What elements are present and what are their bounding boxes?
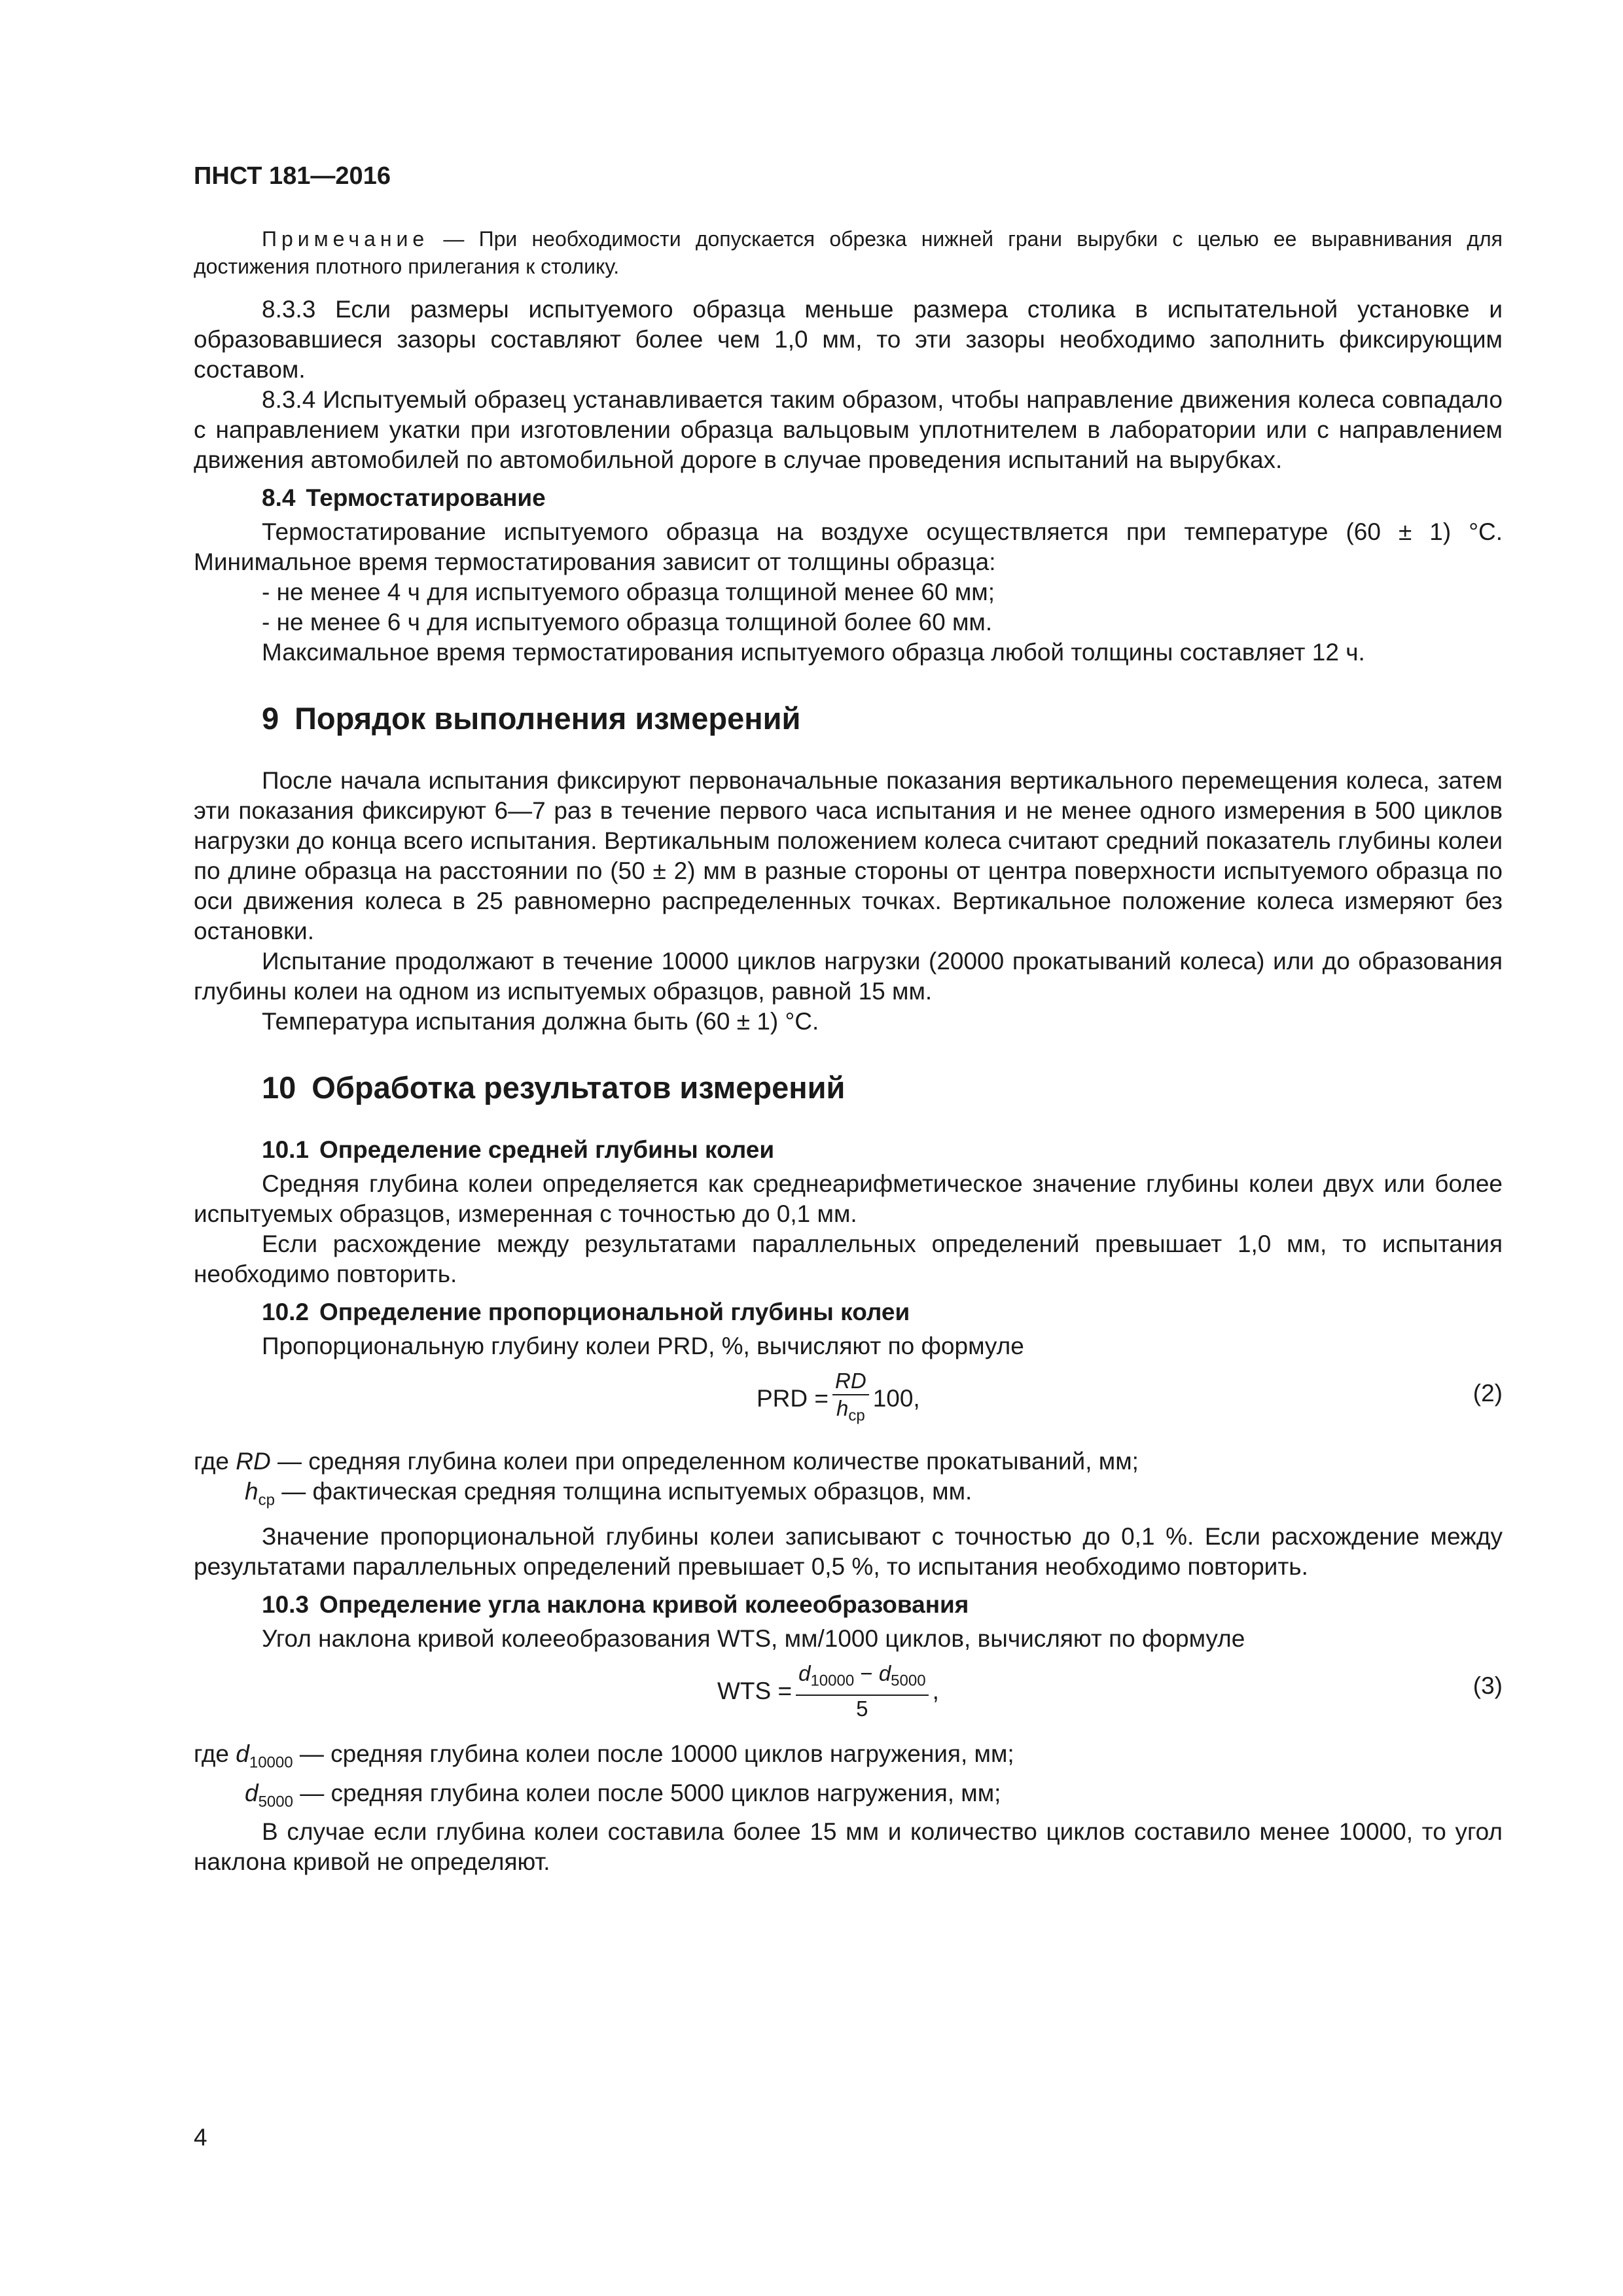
paragraph-10-2-2: Значение пропорциональной глубины колеи записывают с точностью до 0,1 %. Если расхождение между результатами параллельных определений превышает 0,5 %, то испытания необходимо повторить. — [194, 1523, 1503, 1581]
note-text: — При необходимости допускается обрезка нижней грани вырубки с целью ее выравнивания для достижения плотного прилегания к столику. — [194, 227, 1503, 278]
paragraph-9-3: Температура испытания должна быть (60 ± 1) °C. — [262, 1008, 819, 1035]
paragraph-9-1: После начала испытания фиксируют первоначальные показания вертикального перемещения колеса, затем эти показания фиксируют 6—7 раз в течение первого часа испытания и не менее одного измерения в 500 циклов нагрузки до конца всего испытания. Вертикальным положением колеса считают средний показатель глубины колеи по длине образца на расстоянии по (50 ± 2) мм в разные стороны от центра поверхности испытуемого образца по оси движения колеса в 25 равномерно распределенных точках. Вертикальное положение колеса измеряют без остановки. — [194, 767, 1503, 944]
where-line: где RD — средняя глубина колеи при определенном количестве прокатываний, мм; — [194, 1448, 1139, 1475]
paragraph-8-4-2: Максимальное время термостатирования испытуемого образца любой толщины составляет 12 ч. — [262, 639, 1365, 666]
formula-number: (2) — [1472, 1380, 1503, 1407]
paragraph-10-3-2: В случае если глубина колеи составила более 15 мм и количество циклов составило менее 10000, то угол наклона кривой не определяют. — [194, 1818, 1503, 1876]
heading-10-1-number: 10.1 — [262, 1136, 310, 1163]
formula-wts-numerator: $d_{10000} - d_{5000}$ — [796, 1660, 928, 1696]
formula-number: (3) — [1472, 1672, 1503, 1700]
heading-8-4-title: Термостатирование — [306, 484, 546, 511]
formula-wts-tail: , — [932, 1677, 939, 1705]
heading-10-3 — [262, 1590, 1503, 1620]
heading-10-3-number: 10.3 — [262, 1591, 310, 1619]
heading-10-title: Обработка результатов измерений — [312, 1070, 846, 1105]
formula-wts-denominator: 5 — [856, 1696, 868, 1721]
heading-section-10 — [262, 1069, 1503, 1106]
formula-wts-body — [717, 1660, 939, 1722]
paragraph-10-1-1: Средняя глубина колеи определяется как среднеарифметическое значение глубины колеи двух или более испытуемых образцов, измеренная с точностью до 0,1 мм. — [194, 1170, 1503, 1227]
heading-8-4-number: 8.4 — [262, 484, 296, 511]
where-line: $d_{5000}$ — средняя глубина колеи после 5000 циклов нагружения, мм; — [245, 1779, 1001, 1811]
note-label: Примечание — [262, 227, 429, 251]
heading-10-2 — [262, 1297, 1503, 1327]
paragraph-9-2: Испытание продолжают в течение 10000 циклов нагрузки (20000 прокатываний колеса) или до образования глубины колеи на одном из испытуемых образцов, равной 15 мм. — [194, 948, 1503, 1005]
formula-prd-lhs: PRD = — [757, 1384, 829, 1412]
list-item: - не менее 6 ч для испытуемого образца толщиной более 60 мм. — [262, 609, 993, 636]
list-item: - не менее 4 ч для испытуемого образца толщиной менее 60 мм; — [262, 579, 995, 605]
heading-section-9 — [262, 700, 1503, 737]
formula-prd-body — [757, 1368, 920, 1429]
formula-prd-tail: 100, — [872, 1384, 920, 1412]
formula-wts-lhs: WTS = — [717, 1677, 793, 1705]
heading-10-1 — [262, 1135, 1503, 1165]
paragraph-8-3-4: 8.3.4 Испытуемый образец устанавливается таким образом, чтобы направление движения колеса совпадало с направлением укатки при изготовлении образца вальцовым уплотнителем в лаборатории или с направлением движения автомобилей по автомобильной дороге в случае проведения испытаний на вырубках. — [194, 386, 1503, 473]
note — [194, 225, 1503, 280]
heading-9-title: Порядок выполнения измерений — [294, 701, 801, 736]
heading-9-number: 9 — [262, 701, 279, 736]
paragraph-10-1-2: Если расхождение между результатами параллельных определений превышает 1,0 мм, то испытания необходимо повторить. — [194, 1230, 1503, 1287]
heading-10-1-title: Определение средней глубины колеи — [319, 1136, 775, 1163]
heading-10-number: 10 — [262, 1070, 296, 1105]
formula-wts-fraction — [796, 1660, 928, 1722]
heading-10-2-title: Определение пропорциональной глубины колеи — [319, 1299, 910, 1325]
paragraph-10-3-1: Угол наклона кривой колееобразования WTS, мм/1000 циклов, вычисляют по формуле — [262, 1625, 1245, 1653]
heading-10-2-number: 10.2 — [262, 1299, 310, 1325]
formula-prd — [194, 1368, 1503, 1440]
document-header: ПНСТ 181—2016 — [194, 162, 391, 190]
paragraph-8-4-1: Термостатирование испытуемого образца на воздухе осуществляется при температуре (60 ± 1) °C. Минимальное время термостатирования зависит от толщины образца: — [194, 518, 1503, 575]
heading-10-3-title: Определение угла наклона кривой колееобразования — [319, 1591, 969, 1619]
where-line: где $d_{10000}$ — средняя глубина колеи после 10000 циклов нагружения, мм; — [194, 1740, 1014, 1772]
page-content — [194, 225, 1503, 1877]
paragraph-10-2-1: Пропорциональную глубину колеи PRD, %, вычисляют по формуле — [262, 1333, 1024, 1359]
paragraph-8-3-3: 8.3.3 Если размеры испытуемого образца меньше размера столика в испытательной установке и образовавшиеся зазоры составляют более чем 1,0 мм, то эти зазоры необходимо заполнить фиксирующим составом. — [194, 296, 1503, 383]
formula-prd-denominator: $h_{ср}$ — [836, 1396, 865, 1425]
formula-wts — [194, 1660, 1503, 1732]
formula-prd-numerator: RD — [832, 1368, 869, 1395]
where-line: $h_{ср}$ — фактическая средняя толщина испытуемых образцов, мм. — [245, 1478, 972, 1509]
heading-8-4 — [262, 483, 1503, 513]
formula-prd-fraction — [832, 1368, 869, 1429]
page-number: 4 — [194, 2124, 207, 2151]
